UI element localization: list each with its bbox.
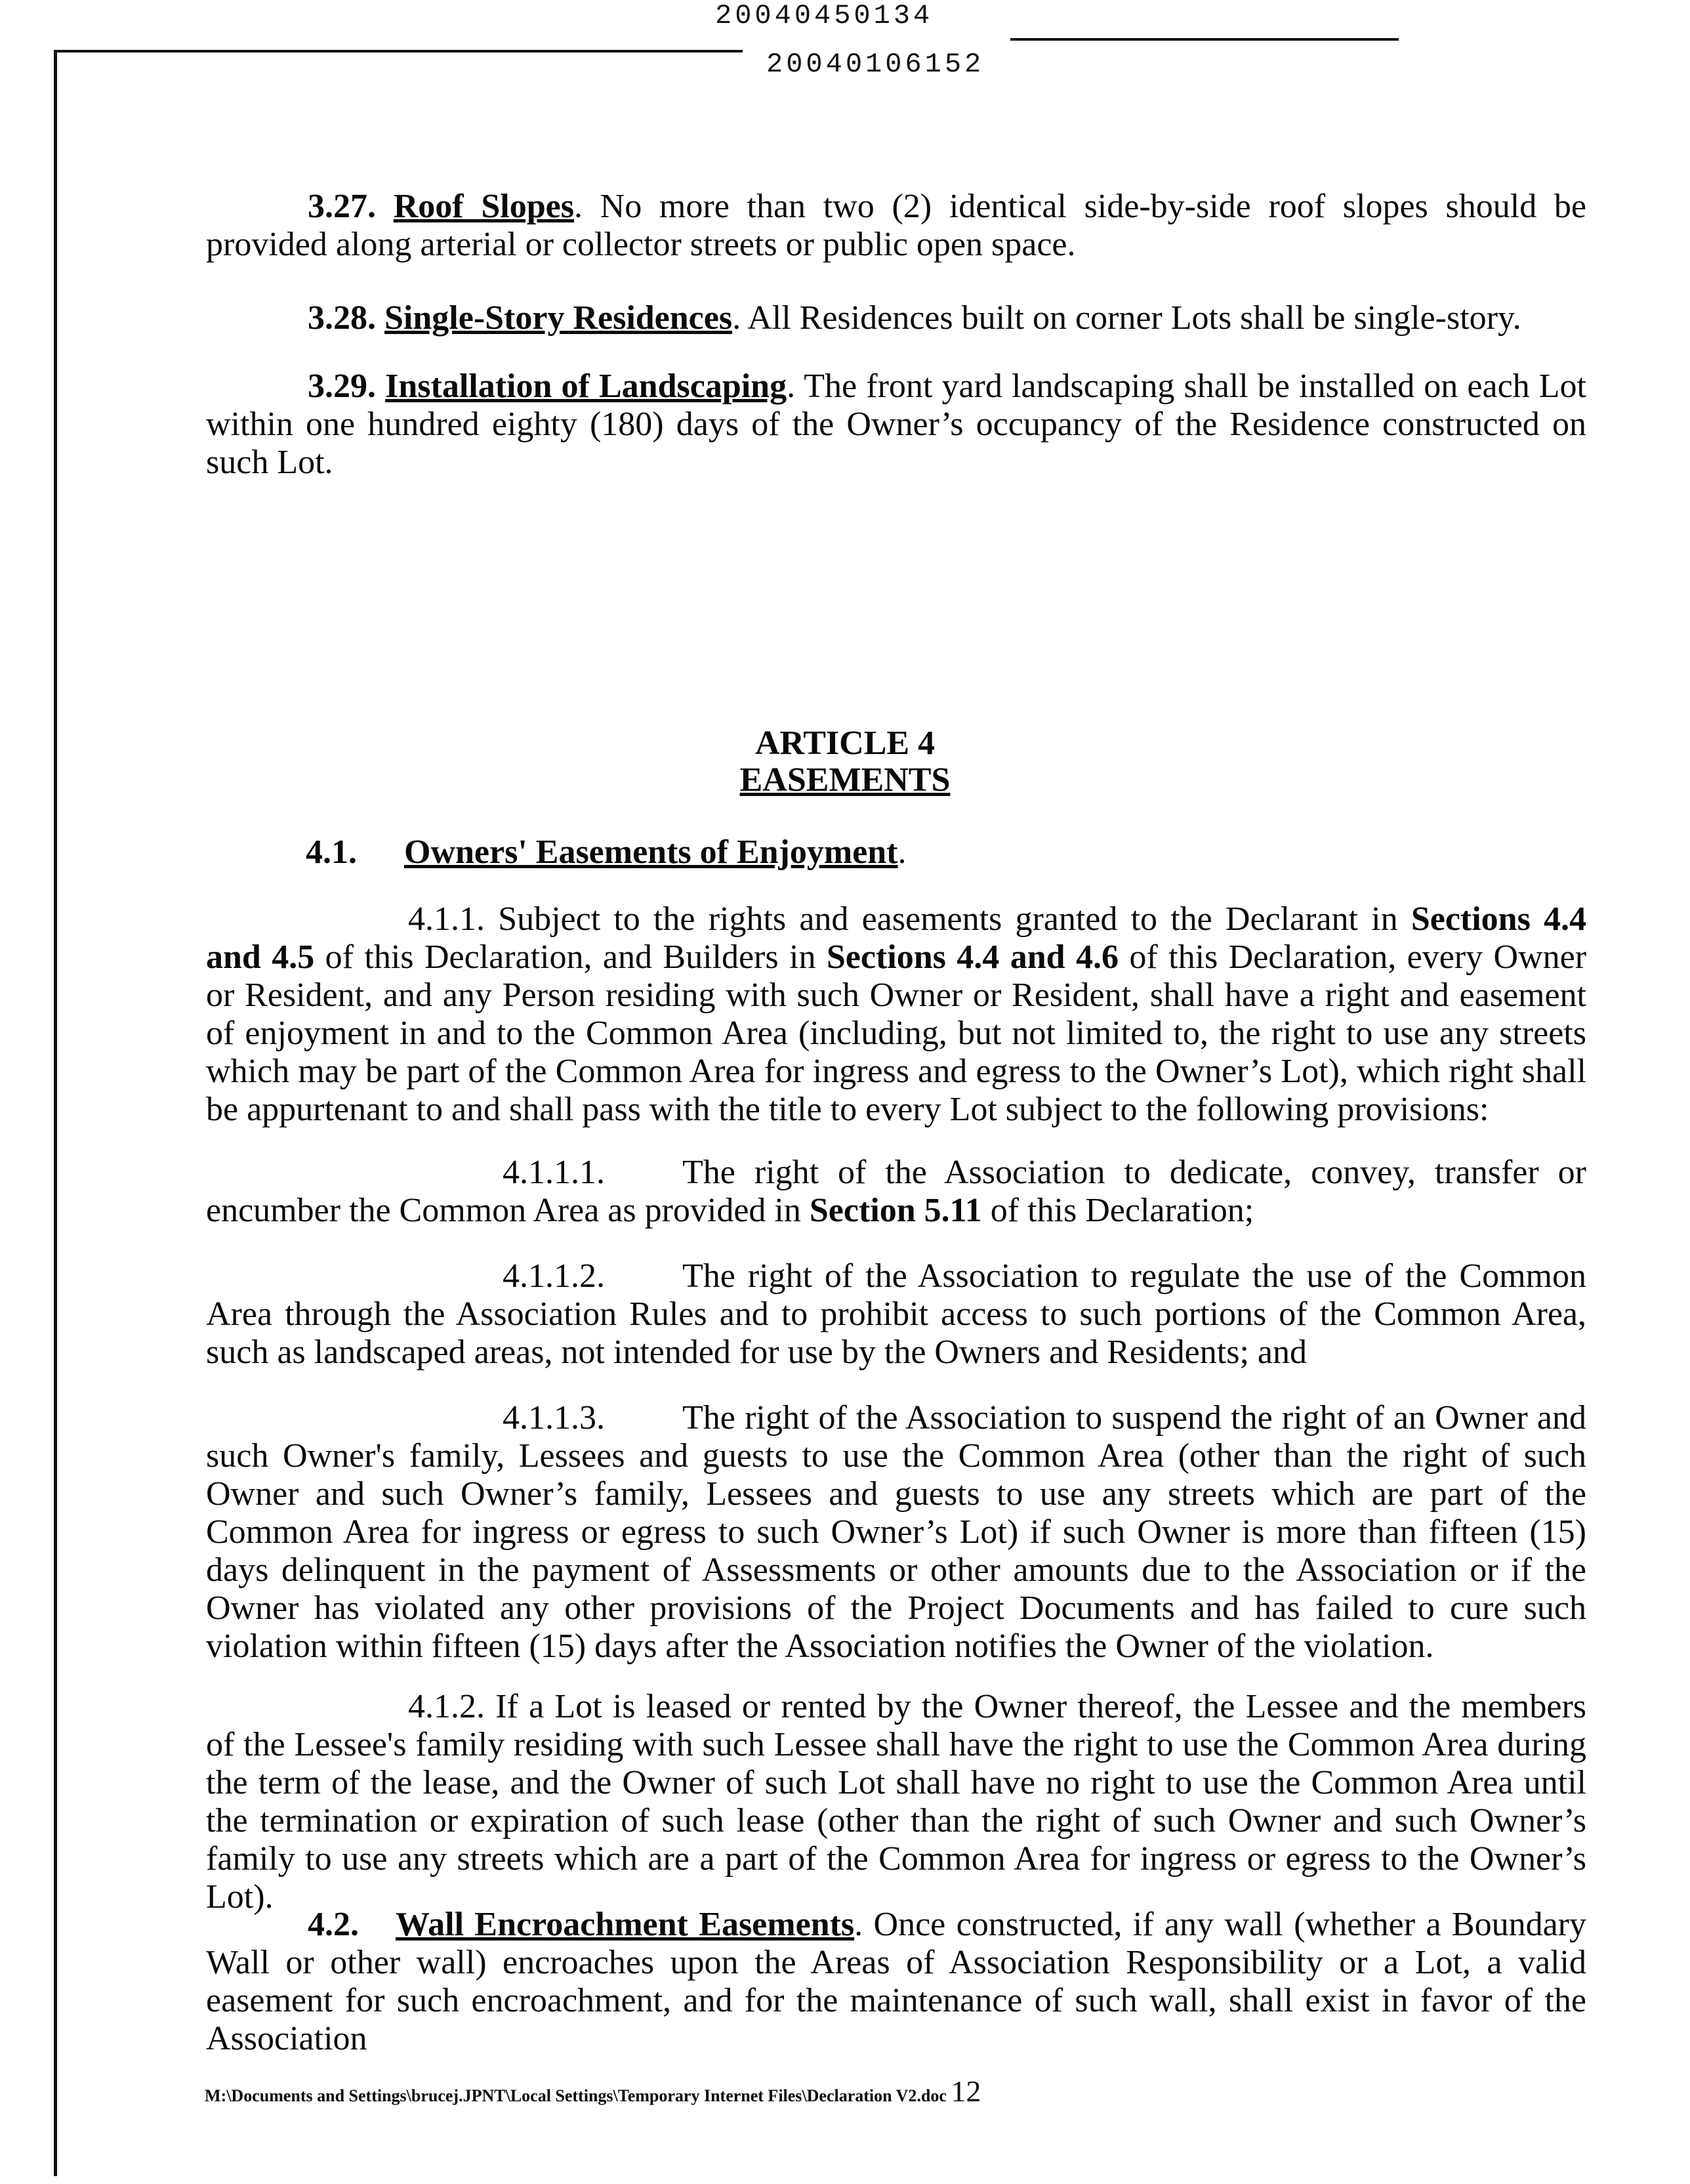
section-text: Subject to the rights and easements granted to the Declarant in xyxy=(485,900,1411,938)
section-text: . Once constructed, if any wall (whether a Boundary Wall or other wall) encroaches upon the Areas of Association Responsibility or a Lot, a valid easement for such encroachment, and for the maintenance of such wall, shall exist in favor of the Association xyxy=(206,1906,1586,2057)
section-reference: Sections 4.4 and 4.5 xyxy=(206,900,1587,976)
section-4-1-1-3 xyxy=(206,1399,1586,1666)
section-text: of this Declaration; xyxy=(981,1192,1254,1229)
section-text: . All Residences built on corner Lots shall be single-story. xyxy=(732,299,1521,337)
section-heading: Wall Encroachment Easements xyxy=(396,1906,855,1943)
scan-border-top-right xyxy=(1010,38,1399,41)
scan-border-left xyxy=(54,50,57,2176)
page-number: 12 xyxy=(951,2074,981,2108)
section-text: of this Declaration, and Builders in xyxy=(314,938,827,976)
section-number: 3.29. xyxy=(308,368,376,405)
section-number: 4.1.1.2. xyxy=(503,1257,605,1295)
article-number: ARTICLE 4 xyxy=(754,724,936,762)
section-number: 4.1.1.3. xyxy=(503,1399,605,1437)
section-3-27 xyxy=(206,188,1586,264)
section-number: 3.28. xyxy=(308,299,376,337)
section-heading: Owners' Easements of Enjoyment xyxy=(404,833,898,871)
section-4-1-1-2 xyxy=(206,1257,1586,1372)
section-text: If a Lot is leased or rented by the Owner thereof, the Lessee and the members of the Lessee's family residing with such Lessee shall have the right to use the Common Area during the term of the lease, and the Owner of such Lot shall have no right to use the Common Area until the termination or expiration of such lease (other than the right of such Owner and such Owner’s family to use any streets which are a part of the Common Area for ingress or egress to the Owner’s Lot). xyxy=(206,1688,1586,1916)
section-3-29 xyxy=(206,368,1586,482)
section-4-2 xyxy=(206,1906,1586,2058)
section-text: The right of the Association to dedicate, convey, transfer or encumber the Common Area as provided in xyxy=(206,1154,1586,1229)
document-number-stamp-second: 20040106152 xyxy=(766,49,985,80)
section-reference: Section 5.11 xyxy=(809,1192,982,1229)
section-heading: Single-Story Residences xyxy=(384,299,733,337)
section-4-1-1-1 xyxy=(206,1154,1586,1230)
section-number: 4.2. xyxy=(308,1906,359,1943)
section-4-1 xyxy=(206,833,1586,872)
section-4-1-1 xyxy=(206,900,1586,1129)
section-heading: Installation of Landscaping xyxy=(385,368,787,405)
section-text: . The front yard landscaping shall be installed on each Lot within one hundred eighty (180) days of the Owner’s occupancy of the Residence constructed on such Lot. xyxy=(206,368,1587,481)
document-number-stamp-top: 20040450134 xyxy=(715,0,934,32)
section-reference: Sections 4.4 and 4.6 xyxy=(826,938,1119,976)
section-number: 4.1.2. xyxy=(408,1688,485,1725)
scan-border-top-left xyxy=(54,50,743,52)
section-heading: Roof Slopes xyxy=(393,188,574,225)
section-4-1-2 xyxy=(206,1688,1586,1916)
section-number: 3.27. xyxy=(308,188,376,225)
section-text: . No more than two (2) identical side-by-side roof slopes should be provided along arterial or collector streets or public open space. xyxy=(206,188,1586,263)
section-text: The right of the Association to regulate the use of the Common Area through the Association Rules and to prohibit access to such portions of the Common Area, such as landscaped areas, not intended for use by the Owners and Residents; and xyxy=(206,1257,1586,1371)
section-text: of this Declaration, every Owner or Resident, and any Person residing with such Owner or Resident, shall have a right and easement of enjoyment in and to the Common Area (including, but not limited to, the right to use any streets which may be part of the Common Area for ingress and egress to the Owner’s Lot), which right shall be appurtenant to and shall pass with the title to every Lot subject to the following provisions: xyxy=(206,938,1587,1128)
section-text: The right of the Association to suspend the right of an Owner and such Owner's family, Lessees and guests to use the Common Area (other than the right of such Owner and such Owner’s family, Lessees and guests to use any streets which are part of the Common Area for ingress or egress to such Owner’s Lot) if such Owner is more than fifteen (15) days delinquent in the payment of Assessments or other amounts due to the Association or if the Owner has violated any other provisions of the Project Documents and has failed to cure such violation within fifteen (15) days after the Association notifies the Owner of the violation. xyxy=(206,1399,1586,1665)
section-number: 4.1.1. xyxy=(408,900,485,938)
section-3-28 xyxy=(206,299,1586,337)
footer xyxy=(205,2074,981,2109)
section-number: 4.1. xyxy=(306,833,357,871)
section-heading-tail: . xyxy=(897,833,907,871)
footer-file-path: M:\Documents and Settings\brucej.JPNT\Local Settings\Temporary Internet Files\Declaration V2.doc xyxy=(205,2086,947,2105)
article-title: EASEMENTS xyxy=(739,761,951,799)
section-number: 4.1.1.1. xyxy=(503,1154,605,1191)
